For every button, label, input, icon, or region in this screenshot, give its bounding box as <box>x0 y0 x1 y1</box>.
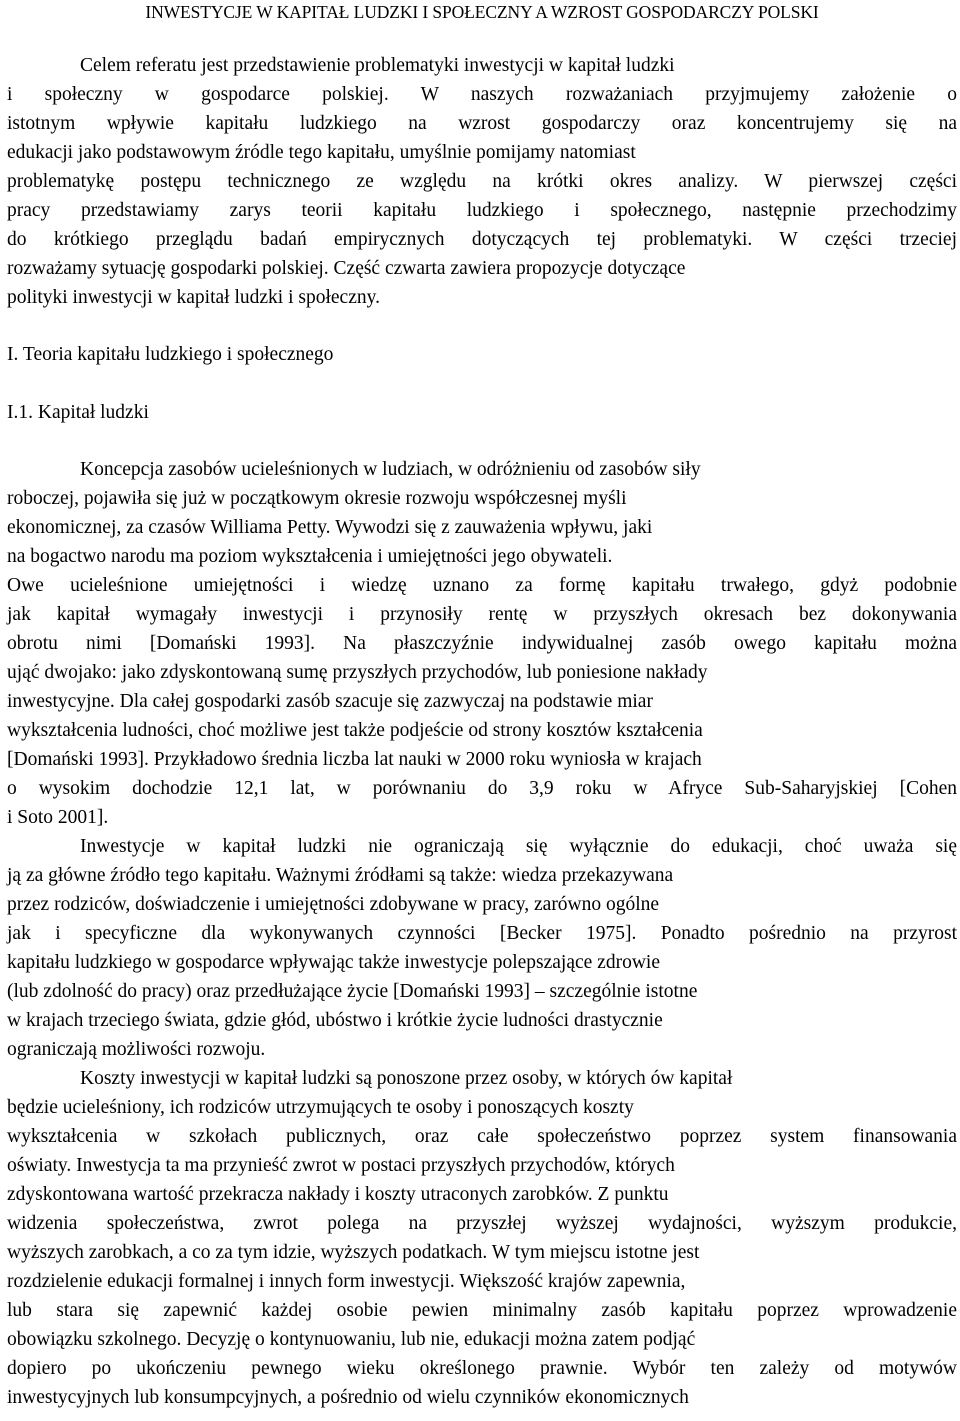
text-line: jak i specyficzne dla wykonywanych czynności [Becker 1975]. Ponadto pośrednio na przyrost <box>7 923 957 944</box>
text-line: przez rodziców, doświadczenie i umiejętności zdobywane w pracy, zarówno ogólne <box>7 894 660 915</box>
text-line: Inwestycje w kapitał ludzki nie ograniczają się wyłącznie do edukacji, choć uważa się <box>80 836 957 857</box>
text-line: I.1. Kapitał ludzki <box>7 402 149 423</box>
text-line: Owe ucieleśnione umiejętności i wiedzę uznano za formę kapitału trwałego, gdyż podobnie <box>7 575 957 596</box>
text-line: zdyskontowana wartość przekracza nakłady i koszty utraconych zarobków. Z punktu <box>7 1184 669 1205</box>
text-line: Celem referatu jest przedstawienie problematyki inwestycji w kapitał ludzki <box>80 55 675 76</box>
text-line: lub stara się zapewnić każdej osobie pewien minimalny zasób kapitału poprzez wprowadzenie <box>7 1300 957 1321</box>
text-line: o wysokim dochodzie 12,1 lat, w porównaniu do 3,9 roku w Afryce Sub-Saharyjskiej [Cohen <box>7 778 957 799</box>
text-line: (lub zdolność do pracy) oraz przedłużające życie [Domański 1993] – szczególnie istotne <box>7 981 698 1002</box>
text-line: istotnym wpływie kapitału ludzkiego na wzrost gospodarczy oraz koncentrujemy się na <box>7 113 957 134</box>
text-line: wykształcenia ludności, choć możliwe jest także podjeście od strony kosztów kształcenia <box>7 720 703 741</box>
text-line: pracy przedstawiamy zarys teorii kapitału ludzkiego i społecznego, następnie przechodzimy <box>7 200 957 221</box>
text-line: ograniczają możliwości rozwoju. <box>7 1039 266 1060</box>
text-line: edukacji jako podstawowym źródle tego kapitału, umyślnie pomijamy natomiast <box>7 142 636 163</box>
text-line: kapitału ludzkiego w gospodarce wpływając także inwestycje polepszające zdrowie <box>7 952 660 973</box>
text-line: inwestycyjnych lub konsumpcyjnych, a pośrednio od wielu czynników ekonomicznych <box>7 1387 689 1408</box>
text-line: ująć dwojako: jako zdyskontowaną sumę przyszłych przychodów, lub poniesione nakłady <box>7 662 708 683</box>
text-line: w krajach trzeciego świata, gdzie głód, ubóstwo i krótkie życie ludności drastycznie <box>7 1010 663 1031</box>
text-line: obrotu nimi [Domański 1993]. Na płaszczyźnie indywidualnej zasób owego kapitału można <box>7 633 957 654</box>
document-page <box>7 0 957 1408</box>
text-line: wyższych zarobkach, a co za tym idzie, wyższych podatkach. W tym miejscu istotne jest <box>7 1242 700 1263</box>
text-line: rozważamy sytuację gospodarki polskiej. Część czwarta zawiera propozycje dotyczące <box>7 258 686 279</box>
text-line: problematykę postępu technicznego ze względu na krótki okres analizy. W pierwszej części <box>7 171 957 192</box>
text-line: I. Teoria kapitału ludzkiego i społecznego <box>7 344 334 365</box>
text-line: rozdzielenie edukacji formalnej i innych form inwestycji. Większość krajów zapewnia, <box>7 1271 686 1292</box>
text-line: będzie ucieleśniony, ich rodziców utrzymujących te osoby i ponoszących koszty <box>7 1097 634 1118</box>
text-line: Koncepcja zasobów ucieleśnionych w ludziach, w odróżnieniu od zasobów siły <box>80 459 701 480</box>
text-line: Koszty inwestycji w kapitał ludzki są ponoszone przez osoby, w których ów kapitał <box>80 1068 733 1089</box>
text-line: ją za główne źródło tego kapitału. Ważnymi źródłami są także: wiedza przekazywana <box>7 865 674 886</box>
text-line: do krótkiego przeglądu badań empirycznych dotyczących tej problematyki. W części trzeciej <box>7 229 957 250</box>
text-line: dopiero po ukończeniu pewnego wieku określonego prawnie. Wybór ten zależy od motywów <box>7 1358 957 1379</box>
text-line: [Domański 1993]. Przykładowo średnia liczba lat nauki w 2000 roku wyniosła w krajach <box>7 749 702 770</box>
text-line: obowiązku szkolnego. Decyzję o kontynuowaniu, lub nie, edukacji można zatem podjąć <box>7 1329 696 1350</box>
text-line: na bogactwo narodu ma poziom wykształcenia i umiejętności jego obywateli. <box>7 546 613 567</box>
text-line: inwestycyjne. Dla całej gospodarki zasób szacuje się zazwyczaj na podstawie miar <box>7 691 653 712</box>
text-line: i społeczny w gospodarce polskiej. W naszych rozważaniach przyjmujemy założenie o <box>7 84 957 105</box>
text-line: roboczej, pojawiła się już w początkowym okresie rozwoju współczesnej myśli <box>7 488 627 509</box>
text-line: oświaty. Inwestycja ta ma przynieść zwrot w postaci przyszłych przychodów, których <box>7 1155 675 1176</box>
text-line: jak kapitał wymagały inwestycji i przynosiły rentę w przyszłych okresach bez dokonywania <box>7 604 957 625</box>
text-line: polityki inwestycji w kapitał ludzki i społeczny. <box>7 287 380 308</box>
text-line: wykształcenia w szkołach publicznych, oraz całe społeczeństwo poprzez system finansowania <box>7 1126 957 1147</box>
text-line: i Soto 2001]. <box>7 807 109 828</box>
document-header: INWESTYCJE W KAPITAŁ LUDZKI I SPOŁECZNY A WZROST GOSPODARCZY POLSKI <box>145 2 819 22</box>
text-line: widzenia społeczeństwa, zwrot polega na przyszłej wyższej wydajności, wyższym produkcie, <box>7 1213 957 1234</box>
text-line: ekonomicznej, za czasów Williama Petty. Wywodzi się z zauważenia wpływu, jaki <box>7 517 653 538</box>
